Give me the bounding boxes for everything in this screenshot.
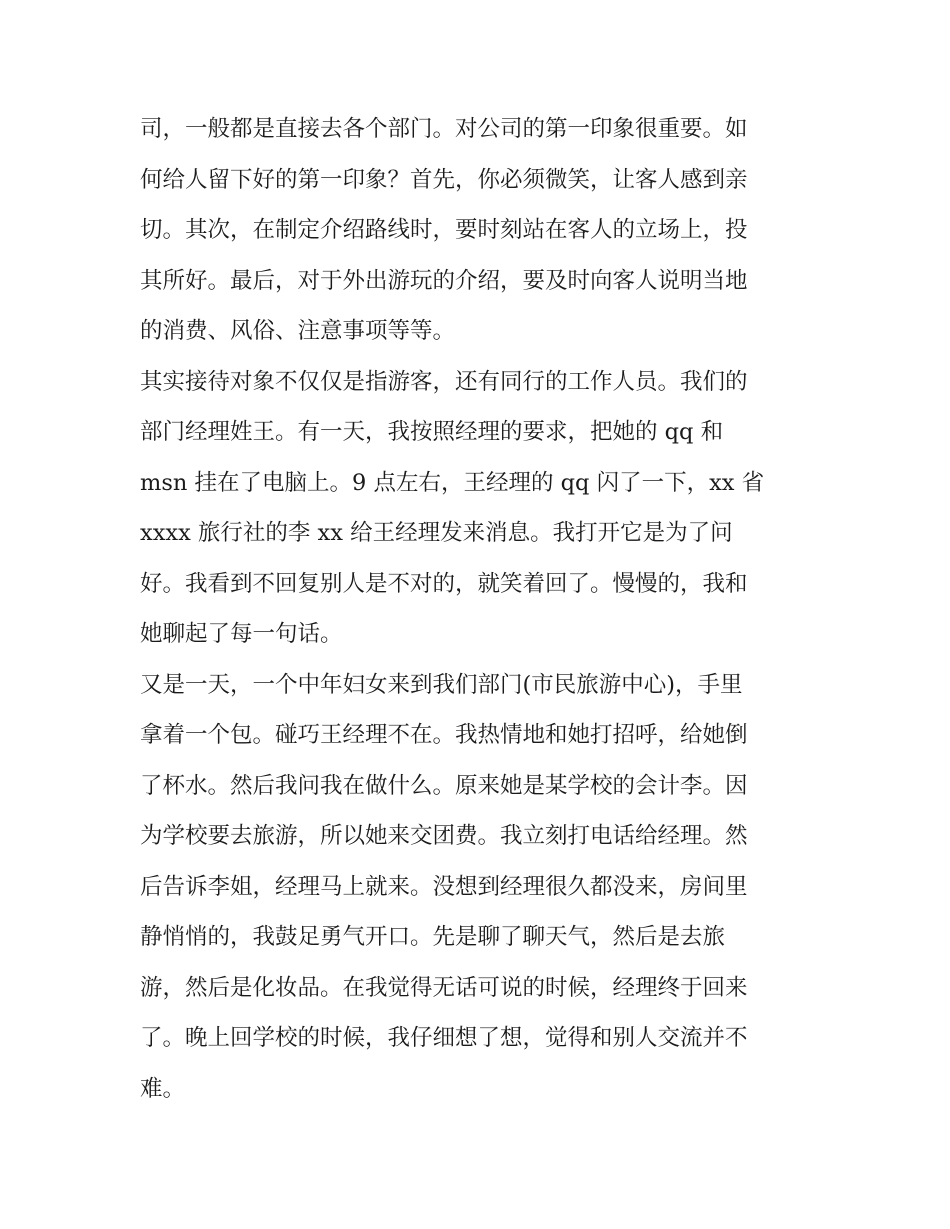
text-line: 切。其次，在制定介绍路线时，要时刻站在客人的立场上，投: [140, 217, 748, 243]
text-line: 司，一般都是直接去各个部门。对公司的第一印象很重要。如: [140, 116, 748, 142]
text-line: msn 挂在了电脑上。9 点左右，王经理的 qq 闪了一下，xx 省: [140, 469, 765, 496]
paragraph-2: [140, 357, 812, 660]
text-line: 游，然后是化妆品。在我觉得无话可说的时候，经理终于回来: [140, 974, 748, 1001]
paragraph-3: [140, 660, 812, 1115]
text-line: 后告诉李姐，经理马上就来。没想到经理很久都没来，房间里: [140, 873, 748, 900]
text-line: 为学校要去旅游，所以她来交团费。我立刻打电话给经理。然: [140, 823, 748, 849]
text-line: 难。: [140, 1075, 186, 1102]
text-line: 何给人留下好的第一印象？首先，你必须微笑，让客人感到亲: [140, 166, 748, 193]
text-line: 了杯水。然后我问我在做什么。原来她是某学校的会计李。因: [140, 772, 748, 799]
paragraph-1: [140, 104, 812, 357]
text-line: 又是一天，一个中年妇女来到我们部门(市民旅游中心)，手里: [140, 671, 743, 698]
text-line: 部门经理姓王。有一天，我按照经理的要求，把她的 qq 和: [140, 419, 724, 445]
text-line: 其所好。最后，对于外出游玩的介绍，要及时向客人说明当地: [140, 267, 748, 294]
text-line: 了。晚上回学校的时候，我仔细想了想，觉得和别人交流并不: [140, 1025, 748, 1051]
document-body: [140, 104, 812, 1114]
text-line: xxxx 旅行社的李 xx 给王经理发来消息。我打开它是为了问: [140, 520, 733, 546]
text-line: 她聊起了每一句话。: [140, 621, 343, 647]
text-line: 好。我看到不回复别人是不对的，就笑着回了。慢慢的，我和: [140, 570, 748, 597]
text-line: 拿着一个包。碰巧王经理不在。我热情地和她打招呼，给她倒: [140, 722, 748, 748]
text-line: 的消费、风俗、注意事项等等。: [140, 318, 456, 344]
text-line: 其实接待对象不仅仅是指游客，还有同行的工作人员。我们的: [140, 368, 748, 395]
text-line: 静悄悄的，我鼓足勇气开口。先是聊了聊天气，然后是去旅: [140, 924, 726, 950]
